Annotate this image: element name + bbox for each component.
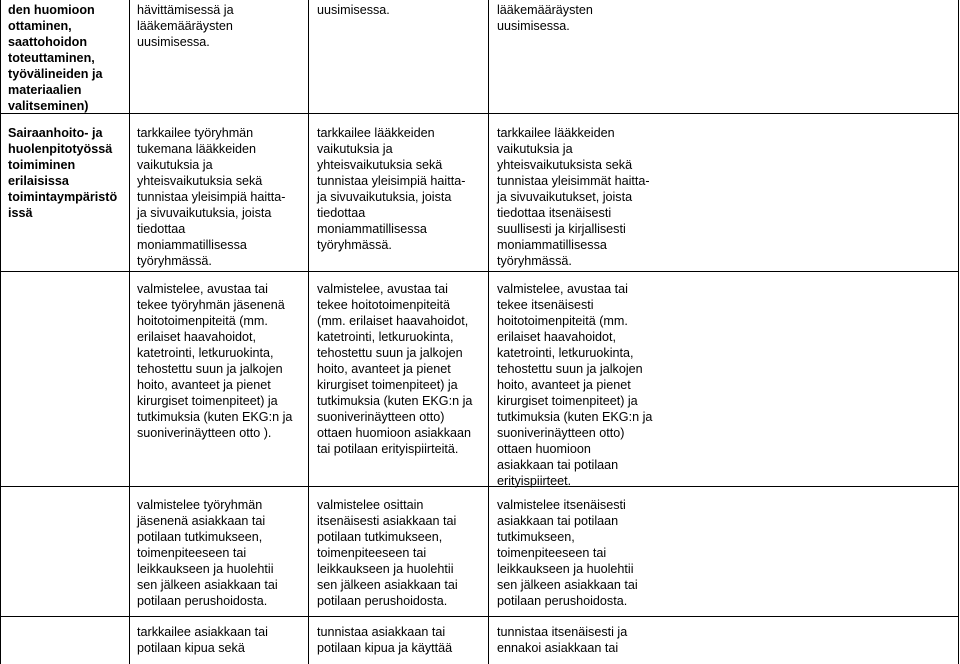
row1-col4-cell: lääkemääräysten uusimisessa. [497, 3, 593, 33]
row3-col4-cell: valmistelee, avustaa tai tekee itsenäisesti hoitotoimenpiteitä (mm. erilaiset haavahoidot, katetrointi, letkuruokinta, tehostettu suun ja jalkojen hoito, avanteet ja pienet kirurgiset toimenpiteet) ja tutkimuksia (kuten EKG:n ja suoniverinäytteen otto) ottaen huomioon asiakkaan tai potilaan erityispiirteet. [497, 282, 653, 488]
row5-col3-cell: tunnistaa asiakkaan tai potilaan kipua ja käyttää [317, 625, 453, 655]
row3-col3-cell: valmistelee, avustaa tai tekee hoitotoimenpiteitä (mm. erilaiset haavahoidot, katetrointi, letkuruokinta, tehostettu suun ja jalkojen hoito, avanteet ja pienet kirurgiset toimenpiteet) ja tutkimuksia (kuten EKG:n ja suoniverinäytteen otto) ottaen huomioon asiakkaan tai potilaan erityispiirteitä. [317, 282, 473, 456]
row1-heading-cell: den huomioon ottaminen, saattohoidon toteuttaminen, työvälineiden ja materiaalien valitseminen) [8, 3, 103, 113]
row-divider-2 [0, 271, 959, 272]
row4-col3-cell: valmistelee osittain itsenäisesti asiakkaan tai potilaan tutkimukseen, toimenpiteeseen tai leikkaukseen ja huolehtii sen jälkeen asiakkaan tai potilaan perushoidosta. [317, 498, 458, 608]
column-divider-2 [308, 0, 309, 664]
column-divider-1 [129, 0, 130, 664]
table-border-right [958, 0, 959, 664]
row5-col4-cell: tunnistaa itsenäisesti ja ennakoi asiakkaan tai [497, 625, 628, 655]
row4-col2-cell: valmistelee työryhmän jäsenenä asiakkaan tai potilaan tutkimukseen, toimenpiteeseen tai leikkaukseen ja huolehtii sen jälkeen asiakkaan tai potilaan perushoidosta. [137, 498, 278, 608]
row3-col2-cell: valmistelee, avustaa tai tekee työryhmän jäsenenä hoitotoimenpiteitä (mm. erilaiset haavahoidot, katetrointi, letkuruokinta, tehostettu suun ja jalkojen hoito, avanteet ja pienet kirurgiset toimenpiteet) ja tutkimuksia (kuten EKG:n ja suoniverinäytteen otto ). [137, 282, 293, 440]
row2-col2-cell: tarkkailee työryhmän tukemana lääkkeiden vaikutuksia ja yhteisvaikutuksia sekä tunnistaa yleisimpiä haitta- ja sivuvaikutuksia, joista tiedottaa moniammatillisessa työryhmässä. [137, 126, 286, 268]
row-divider-1 [0, 113, 959, 114]
column-divider-3 [488, 0, 489, 664]
row4-col4-cell: valmistelee itsenäisesti asiakkaan tai potilaan tutkimukseen, toimenpiteeseen tai leikkaukseen ja huolehtii sen jälkeen asiakkaan tai potilaan perushoidosta. [497, 498, 638, 608]
row1-col3-cell: uusimisessa. [317, 3, 390, 17]
row-divider-3 [0, 486, 959, 487]
row2-col4-cell: tarkkailee lääkkeiden vaikutuksia ja yhteisvaikutuksista sekä tunnistaa yleisimmät haitta- ja sivuvaikutukset, joista tiedottaa itsenäisesti suullisesti ja kirjallisesti moniammatillisessa työryhmässä. [497, 126, 650, 268]
row2-col3-cell: tarkkailee lääkkeiden vaikutuksia ja yhteisvaikutuksia sekä tunnistaa yleisimpiä haitta- ja sivuvaikutuksia, joista tiedottaa moniammatillisessa työryhmässä. [317, 126, 466, 252]
table-border-left [0, 0, 1, 664]
row5-col2-cell: tarkkailee asiakkaan tai potilaan kipua sekä [137, 625, 268, 655]
row2-heading-cell: Sairaanhoito- ja huolenpitotyössä toimiminen erilaisissa toimintaympäristö issä [8, 126, 118, 220]
row1-col2-cell: hävittämisessä ja lääkemääräysten uusimisessa. [137, 3, 234, 49]
row-divider-4 [0, 616, 959, 617]
